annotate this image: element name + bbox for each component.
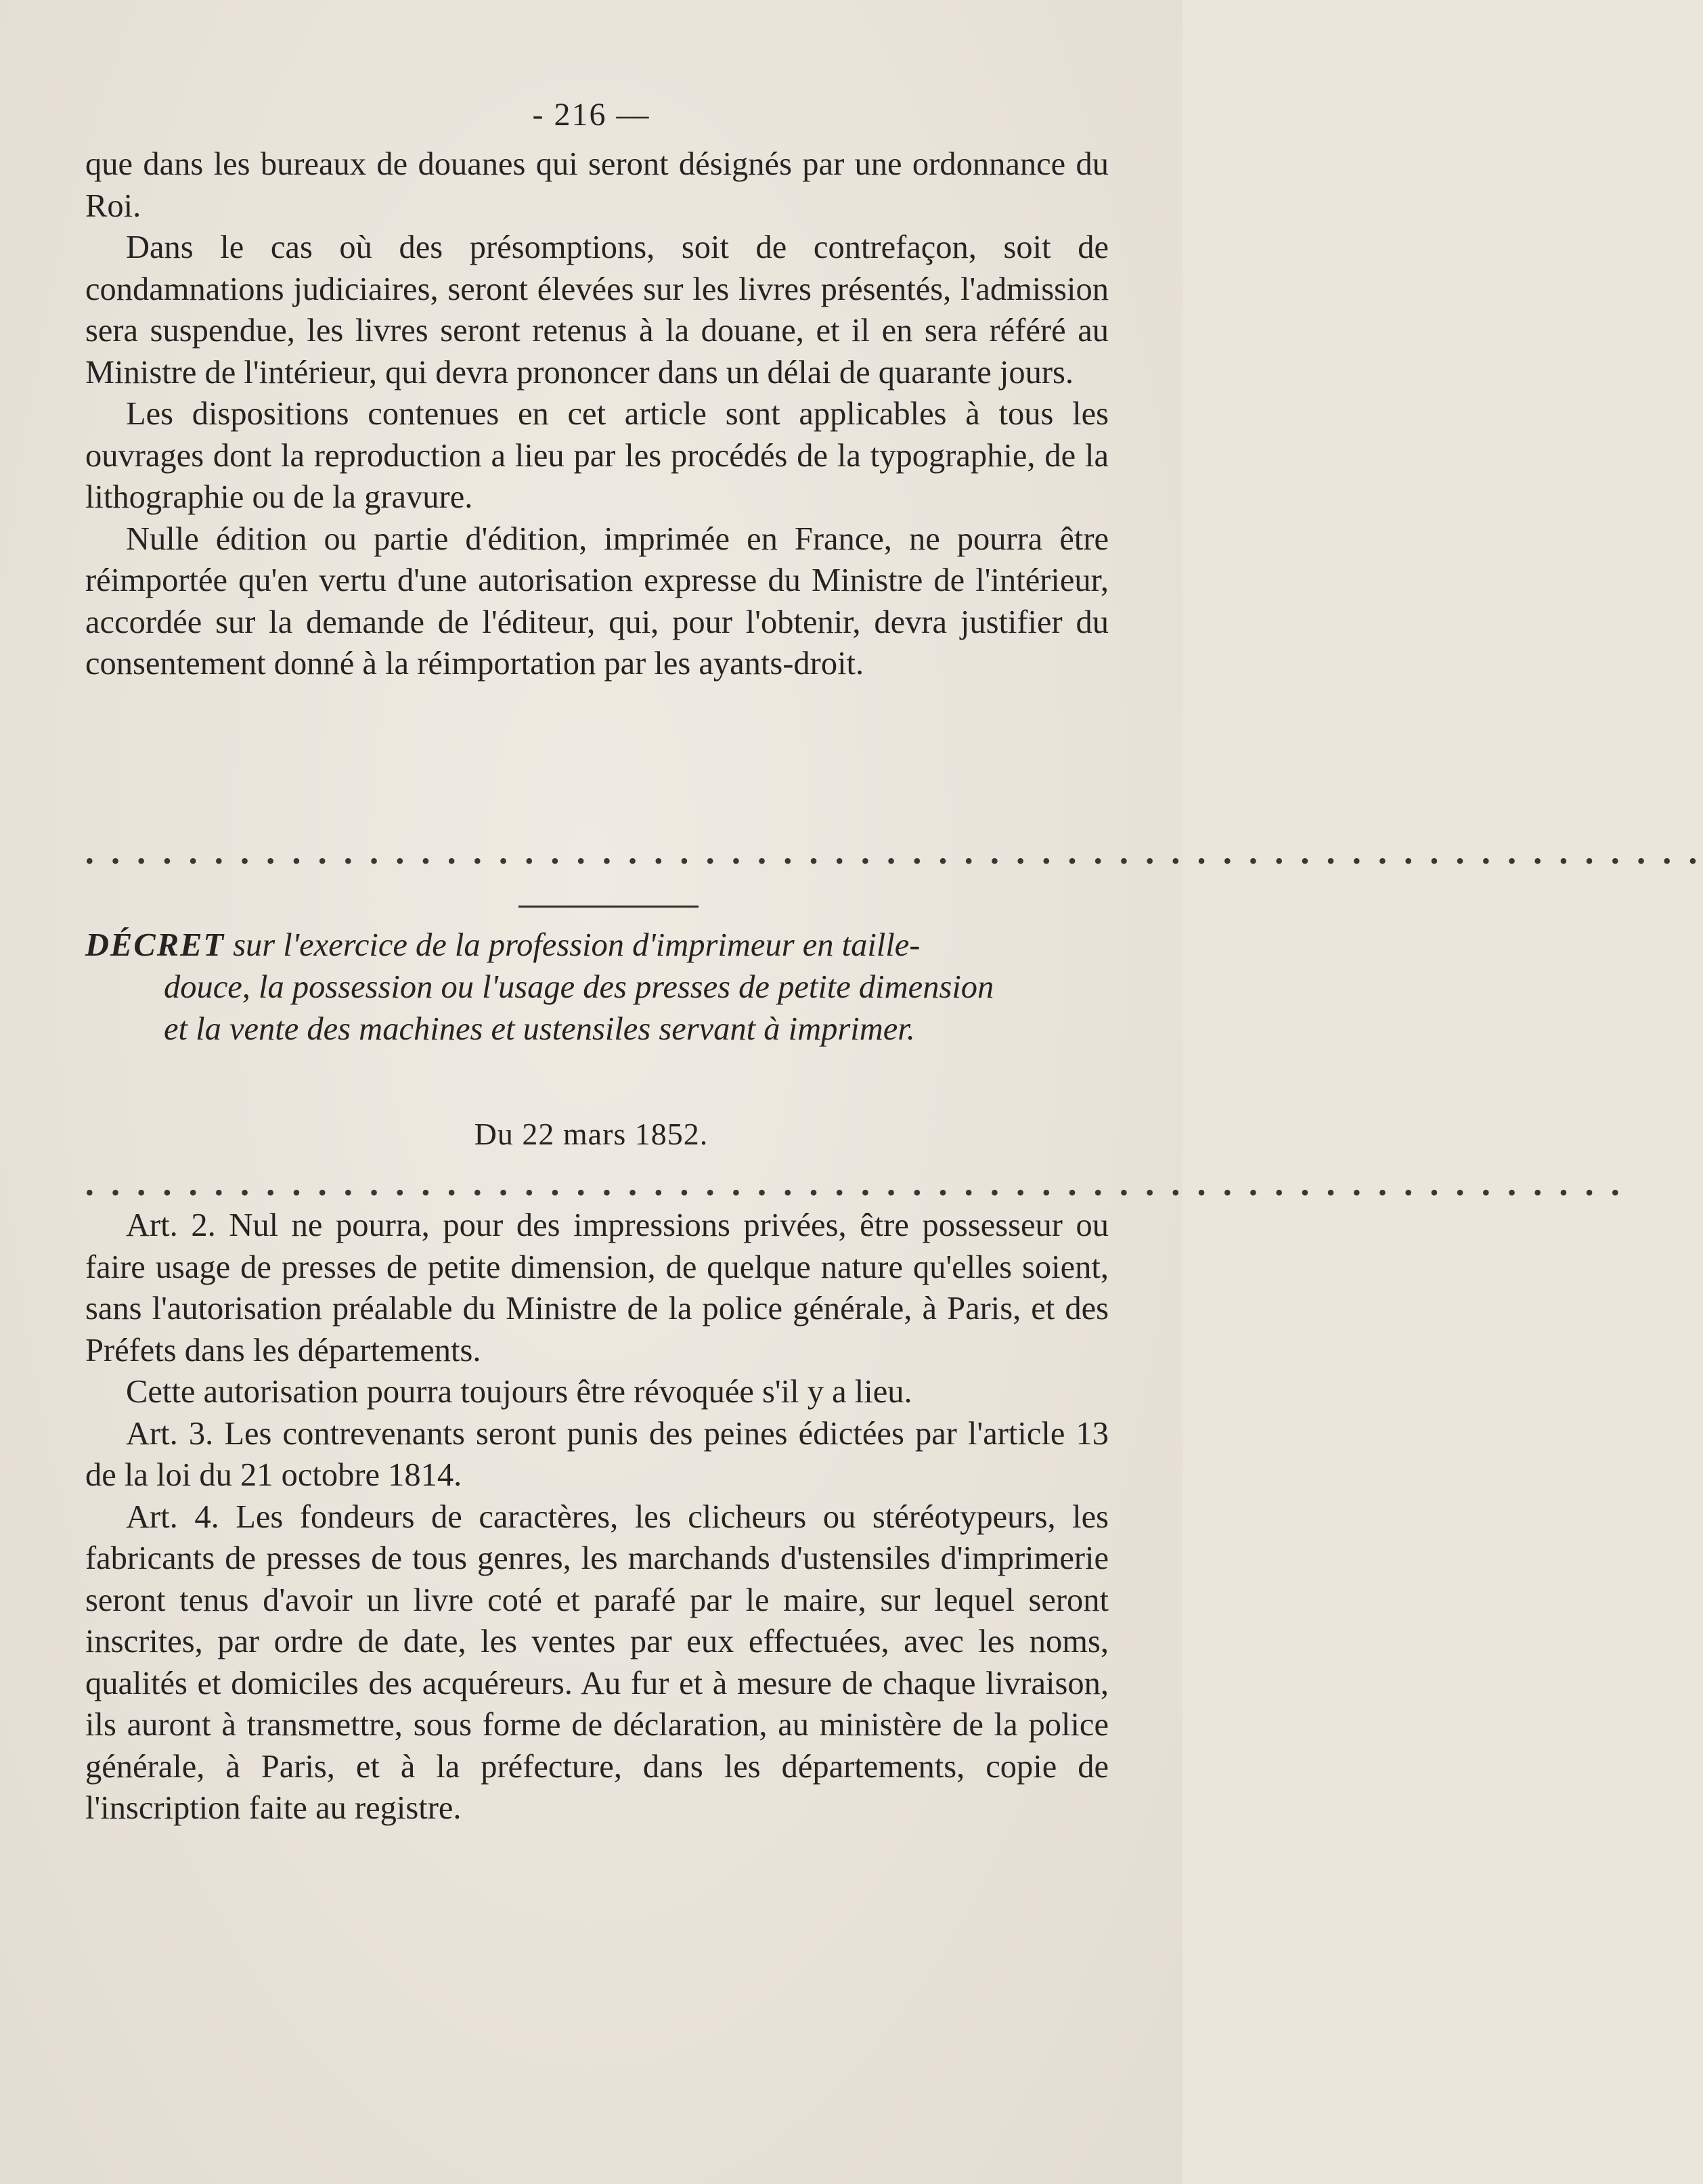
paragraph: Cette autorisation pourra toujours être révoquée s'il y a lieu.: [126, 1374, 912, 1410]
paragraph: Dans le cas où des présomptions, soit de contrefaçon, soit de condamnations judiciaires, seront élevées sur les livres présentés, l'admission sera suspendue, les livres seront retenus à la douane, et il en sera référé au Ministre de l'intérieur, qui devra prononcer dans un délai de quarante jours.: [85, 229, 1109, 391]
ellipsis-divider: • • • • • • • • • • • • • • • • • • • • • • • • • • • • • • • • • • • • • • • • • • • • • • • • • • • • • • • • • • • • • • •: [85, 847, 1703, 874]
paragraph-art-2: Art. 2. Nul ne pourra, pour des impressions privées, être possesseur ou faire usage de presses de petite dimension, de quelque nature qu'elles soient, sans l'autorisation préalable du Ministre de la police générale, à Paris, et des Préfets dans les départements.: [85, 1207, 1109, 1368]
page-number: - 216 —: [532, 97, 650, 133]
decree-title: [85, 924, 1109, 1050]
section-reimportation: [85, 143, 1109, 685]
paragraph: Nulle édition ou partie d'édition, imprimée en France, ne pourra être réimportée qu'en vertu d'une autorisation expresse du Ministre de l'intérieur, accordée sur la demande de l'éditeur, qui, pour l'obtenir, devra justifier du consentement donné à la réimportation par les ayants-droit.: [85, 520, 1109, 682]
decree-title-lead: DÉCRET: [85, 927, 225, 963]
paragraph: que dans les bureaux de douanes qui seront désignés par une ordonnance du Roi.: [85, 146, 1109, 224]
decree-title-line-1: [85, 924, 1109, 966]
decree-title-line-2: douce, la possession ou l'usage des presses de petite dimension: [164, 969, 994, 1005]
decree-title-line-3: et la vente des machines et ustensiles servant à imprimer.: [164, 1011, 915, 1047]
ellipsis-divider: • • • • • • • • • • • • • • • • • • • • • • • • • • • • • • • • • • • • • • • • • • • • • • • • • • • • • • • • • • • •: [85, 1179, 1625, 1206]
section-rule: [518, 906, 699, 908]
paragraph-art-3: Art. 3. Les contrevenants seront punis des peines édictées par l'article 13 de la loi du 21 octobre 1814.: [85, 1415, 1109, 1493]
section-decree-articles: [85, 1205, 1109, 1829]
paragraph-art-4: Art. 4. Les fondeurs de caractères, les clicheurs ou stéréotypeurs, les fabricants de presses de tous genres, les marchands d'ustensiles d'imprimerie seront tenus d'avoir un livre coté et parafé par le maire, sur lequel seront inscrites, par ordre de date, les ventes par eux effectuées, avec les noms, qualités et domiciles des acquéreurs. Au fur et à mesure de chaque livraison, ils auront à transmettre, sous forme de déclaration, au ministère de la police générale, à Paris, et à la préfecture, dans les départements, copie de l'inscription faite au registre.: [85, 1498, 1109, 1826]
decree-date: Du 22 mars 1852.: [474, 1117, 709, 1151]
decree-title-text-1: sur l'exercice de la profession d'imprimeur en taille-: [233, 927, 921, 963]
paragraph: Les dispositions contenues en cet article sont applicables à tous les ouvrages dont la reproduction a lieu par les procédés de la typographie, de la lithographie ou de la gravure.: [85, 396, 1109, 515]
